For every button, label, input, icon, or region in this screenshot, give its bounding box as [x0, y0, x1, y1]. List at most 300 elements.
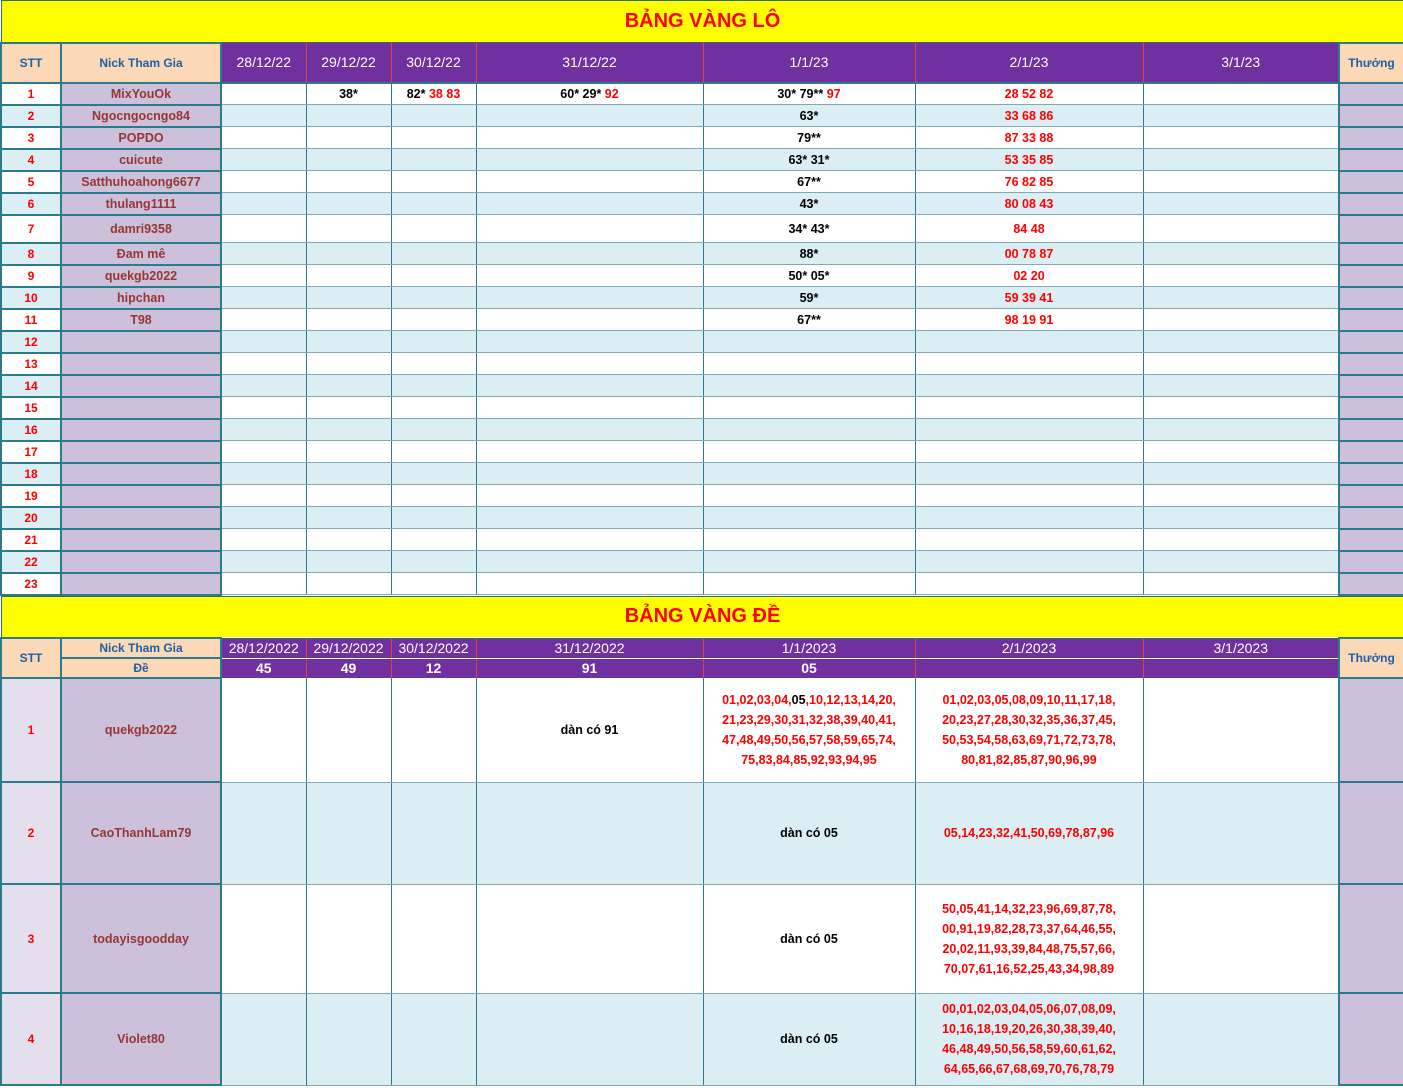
lo-thuong-cell [1339, 573, 1403, 595]
de-header-date: 3/1/2023 [1143, 638, 1339, 658]
lo-table-row [1, 127, 1403, 149]
de-data-cell [221, 678, 306, 782]
lo-data-cell [306, 419, 391, 441]
de-data-cell [915, 678, 1143, 782]
lo-nick-cell [61, 463, 221, 485]
de-data-cell: dàn có 05 [703, 884, 915, 993]
lo-data-cell [1143, 463, 1339, 485]
de-nick-cell: CaoThanhLam79 [61, 782, 221, 884]
lo-data-cell [221, 331, 306, 353]
lo-data-cell [703, 551, 915, 573]
lo-data-cell: 76 82 85 [915, 171, 1143, 193]
lo-data-cell [703, 105, 915, 127]
lo-data-cell [476, 265, 703, 287]
lo-data-cell [221, 149, 306, 171]
lo-header-row [1, 43, 1403, 83]
lo-table-row [1, 83, 1403, 105]
lo-data-cell [306, 331, 391, 353]
lo-nick-cell [61, 507, 221, 529]
lo-data-cell [476, 127, 703, 149]
de-data-cell [476, 884, 703, 993]
de-header-date: 31/12/2022 [476, 638, 703, 658]
lo-nick-cell: Ngocngocngo84 [61, 105, 221, 127]
lo-data-cell [1143, 529, 1339, 551]
lo-body [1, 83, 1403, 595]
de-stt-cell: 4 [1, 993, 61, 1085]
lo-stt-cell: 22 [1, 551, 61, 573]
lo-data-cell: 38* [306, 83, 391, 105]
lo-data-cell [1143, 551, 1339, 573]
lo-data-cell [915, 397, 1143, 419]
lo-data-cell: 87 33 88 [915, 127, 1143, 149]
lo-data-cell: 80 08 43 [915, 193, 1143, 215]
lo-nick-cell [61, 375, 221, 397]
de-table-row [1, 678, 1403, 782]
lo-data-cell [476, 485, 703, 507]
lo-stt-cell: 14 [1, 375, 61, 397]
lo-nick-cell: damri9358 [61, 215, 221, 243]
lo-data-cell: 00 78 87 [915, 243, 1143, 265]
lo-data-cell [391, 171, 476, 193]
de-data-cell [391, 678, 476, 782]
lo-nick-cell [61, 397, 221, 419]
lo-data-cell [703, 83, 915, 105]
lo-data-cell [391, 309, 476, 331]
lo-table-row [1, 265, 1403, 287]
lo-pick-text: 59* [799, 290, 819, 305]
lo-data-cell [703, 573, 915, 595]
lo-data-cell [915, 507, 1143, 529]
lo-data-cell [1143, 397, 1339, 419]
lo-hit-text: 38 83 [428, 86, 461, 101]
lo-header-nick: Nick Tham Gia [61, 43, 221, 83]
lo-nick-cell [61, 573, 221, 595]
lo-data-cell [221, 573, 306, 595]
lo-data-cell [306, 309, 391, 331]
lo-data-cell [915, 331, 1143, 353]
lo-data-cell [703, 441, 915, 463]
lo-table-row [1, 397, 1403, 419]
lo-data-cell [703, 127, 915, 149]
lo-table-row [1, 193, 1403, 215]
lo-data-cell [476, 287, 703, 309]
lo-table-row [1, 551, 1403, 573]
lo-data-cell [306, 287, 391, 309]
lo-data-cell [703, 375, 915, 397]
de-header-date: 29/12/2022 [306, 638, 391, 658]
de-header-date: 1/1/2023 [703, 638, 915, 658]
lo-nick-cell [61, 441, 221, 463]
de-header-date: 30/12/2022 [391, 638, 476, 658]
de-data-cell [306, 993, 391, 1085]
lo-data-cell [391, 149, 476, 171]
de-number-line: 01,02,03,05,08,09,10,11,17,18, [942, 692, 1116, 707]
de-data-cell [306, 884, 391, 993]
lo-data-cell [1143, 507, 1339, 529]
lo-data-cell: 02 20 [915, 265, 1143, 287]
de-data-cell [221, 884, 306, 993]
de-stt-cell: 3 [1, 884, 61, 993]
lo-data-cell [391, 215, 476, 243]
lo-data-cell [476, 105, 703, 127]
lo-data-cell [391, 243, 476, 265]
lo-nick-cell: quekgb2022 [61, 265, 221, 287]
lo-data-cell [476, 243, 703, 265]
lo-data-cell: 28 52 82 [915, 83, 1143, 105]
de-data-cell: dàn có 05 [703, 782, 915, 884]
lo-data-cell [391, 375, 476, 397]
lo-data-cell [306, 375, 391, 397]
de-nick-cell: Violet80 [61, 993, 221, 1085]
lo-thuong-cell [1339, 265, 1403, 287]
lo-pick-text: 63* [799, 108, 819, 123]
de-stt-cell: 1 [1, 678, 61, 782]
lo-thuong-cell [1339, 529, 1403, 551]
lo-data-cell [391, 193, 476, 215]
lo-data-cell [703, 419, 915, 441]
lo-header-date: 30/12/22 [391, 43, 476, 83]
lo-stt-cell: 10 [1, 287, 61, 309]
lo-pick-text: 67** [797, 174, 821, 189]
de-header-date: 28/12/2022 [221, 638, 306, 658]
lo-data-cell [221, 287, 306, 309]
lo-data-cell [1143, 127, 1339, 149]
lo-thuong-cell [1339, 171, 1403, 193]
lo-table-row [1, 243, 1403, 265]
de-header-date: 2/1/2023 [915, 638, 1143, 658]
lo-thuong-cell [1339, 441, 1403, 463]
lo-data-cell [703, 397, 915, 419]
lo-data-cell [476, 441, 703, 463]
lo-data-cell [306, 193, 391, 215]
lo-thuong-cell [1339, 83, 1403, 105]
lo-stt-cell: 9 [1, 265, 61, 287]
de-number-line: 50,53,54,58,63,69,71,72,73,78, [942, 732, 1116, 747]
de-data-cell [1143, 993, 1339, 1085]
lo-data-cell [1143, 215, 1339, 243]
lo-data-cell [703, 171, 915, 193]
lo-data-cell [306, 243, 391, 265]
lo-stt-cell: 6 [1, 193, 61, 215]
lo-data-cell: 98 19 91 [915, 309, 1143, 331]
lo-data-cell [391, 127, 476, 149]
de-data-cell [1143, 884, 1339, 993]
lo-table-row [1, 573, 1403, 595]
lo-thuong-cell [1339, 463, 1403, 485]
lo-stt-cell: 2 [1, 105, 61, 127]
lo-nick-cell [61, 419, 221, 441]
lo-data-cell [391, 287, 476, 309]
lo-table-row [1, 507, 1403, 529]
lo-data-cell [221, 551, 306, 573]
lo-data-cell [476, 573, 703, 595]
lo-stt-cell: 8 [1, 243, 61, 265]
lo-table-row [1, 171, 1403, 193]
de-data-cell [703, 678, 915, 782]
lo-data-cell: 33 68 86 [915, 105, 1143, 127]
lo-thuong-cell [1339, 485, 1403, 507]
de-number-text: 01,02,03,04, [722, 692, 792, 707]
lo-data-cell [221, 215, 306, 243]
lo-nick-cell: POPDO [61, 127, 221, 149]
de-header-de-label: Đề [61, 658, 221, 678]
lo-nick-cell: T98 [61, 309, 221, 331]
lo-hit-text: 92 [604, 86, 619, 101]
de-header-row [1, 638, 1403, 658]
de-thuong-cell [1339, 678, 1403, 782]
lo-data-cell [476, 397, 703, 419]
de-result-row [1, 658, 1403, 678]
lo-data-cell [306, 463, 391, 485]
lo-data-cell [1143, 353, 1339, 375]
lo-header-date: 31/12/22 [476, 43, 703, 83]
lo-thuong-cell [1339, 243, 1403, 265]
lo-data-cell [1143, 83, 1339, 105]
lo-data-cell [306, 551, 391, 573]
de-number-line: 47,48,49,50,56,57,58,59,65,74, [722, 732, 896, 747]
lo-thuong-cell [1339, 149, 1403, 171]
de-number-line: 46,48,49,50,56,58,59,60,61,62, [942, 1042, 1116, 1056]
de-data-cell [221, 782, 306, 884]
lo-thuong-cell [1339, 215, 1403, 243]
de-data-cell [306, 678, 391, 782]
lo-stt-cell: 3 [1, 127, 61, 149]
lo-data-cell [703, 353, 915, 375]
de-table-row [1, 884, 1403, 993]
lo-nick-cell [61, 353, 221, 375]
lo-data-cell [306, 507, 391, 529]
de-data-cell [1143, 678, 1339, 782]
de-thuong-cell [1339, 884, 1403, 993]
lo-header-stt: STT [1, 43, 61, 83]
de-data-cell [391, 884, 476, 993]
lo-data-cell [391, 463, 476, 485]
de-result [915, 658, 1143, 678]
de-header-stt: STT [1, 638, 61, 678]
de-result: 05 [703, 658, 915, 678]
de-nick-cell: todayisgoodday [61, 884, 221, 993]
lo-table-row [1, 529, 1403, 551]
de-number-line: 50,05,41,14,32,23,96,69,87,78, [942, 901, 1116, 916]
lo-stt-cell: 13 [1, 353, 61, 375]
lo-header-date: 2/1/23 [915, 43, 1143, 83]
lo-data-cell [476, 419, 703, 441]
lo-data-cell [476, 331, 703, 353]
lo-header-thuong: Thưởng [1339, 43, 1403, 83]
lo-data-cell [391, 485, 476, 507]
lo-pick-text: 30* 79** [777, 86, 824, 101]
lo-table-row [1, 441, 1403, 463]
lo-stt-cell: 11 [1, 309, 61, 331]
lo-stt-cell: 20 [1, 507, 61, 529]
lo-data-cell [703, 529, 915, 551]
lo-stt-cell: 19 [1, 485, 61, 507]
de-number-line: 05,14,23,32,41,50,69,78,87,96 [943, 826, 1115, 840]
de-number-line: 00,01,02,03,04,05,06,07,08,09, [942, 1002, 1116, 1016]
de-result: 49 [306, 658, 391, 678]
de-number-text: ,10,12,13,14,20, [805, 692, 896, 707]
lo-table-row [1, 105, 1403, 127]
lo-header-date: 29/12/22 [306, 43, 391, 83]
lo-data-cell [221, 243, 306, 265]
de-data-cell [476, 782, 703, 884]
de-header-nick: Nick Tham Gia [61, 638, 221, 658]
lo-nick-cell: cuicute [61, 149, 221, 171]
lo-data-cell [476, 353, 703, 375]
lo-thuong-cell [1339, 397, 1403, 419]
lo-title: BẢNG VÀNG LÔ [1, 1, 1403, 43]
lo-data-cell [476, 309, 703, 331]
lo-data-cell [306, 441, 391, 463]
lo-pick-text: 67** [797, 312, 821, 327]
lo-data-cell [1143, 171, 1339, 193]
lo-table-row [1, 419, 1403, 441]
de-data-cell [476, 993, 703, 1085]
lo-pick-text: 79** [797, 130, 821, 145]
de-table-row [1, 993, 1403, 1085]
lo-data-cell [391, 331, 476, 353]
de-data-cell [306, 782, 391, 884]
de-number-line: 80,81,82,85,87,90,96,99 [961, 752, 1097, 767]
de-number-line: 20,23,27,28,30,32,35,36,37,45, [942, 712, 1116, 727]
lo-data-cell [703, 309, 915, 331]
lo-data-cell [1143, 105, 1339, 127]
lo-table-row [1, 331, 1403, 353]
lo-data-cell: 53 35 85 [915, 149, 1143, 171]
lo-nick-cell [61, 331, 221, 353]
bang-vang-de [0, 596, 1403, 1087]
lo-data-cell [391, 419, 476, 441]
lo-data-cell [221, 353, 306, 375]
lo-data-cell [306, 127, 391, 149]
lo-nick-cell: Đam mê [61, 243, 221, 265]
de-result: 45 [221, 658, 306, 678]
lo-data-cell [476, 149, 703, 171]
de-result: 12 [391, 658, 476, 678]
lo-data-cell [1143, 331, 1339, 353]
lo-nick-cell: hipchan [61, 287, 221, 309]
lo-data-cell [391, 529, 476, 551]
lo-data-cell [703, 193, 915, 215]
de-number-line: 21,23,29,30,31,32,38,39,40,41, [722, 712, 896, 727]
lo-stt-cell: 4 [1, 149, 61, 171]
lo-data-cell [703, 463, 915, 485]
lo-data-cell [915, 463, 1143, 485]
lo-pick-text: 88* [799, 246, 819, 261]
lo-header-date: 3/1/23 [1143, 43, 1339, 83]
lo-data-cell [306, 149, 391, 171]
lo-data-cell [1143, 309, 1339, 331]
lo-data-cell [1143, 441, 1339, 463]
lo-data-cell [221, 529, 306, 551]
de-data-cell [915, 782, 1143, 884]
lo-thuong-cell [1339, 353, 1403, 375]
lo-data-cell [1143, 149, 1339, 171]
de-number-line: 20,02,11,93,39,84,48,75,57,66, [942, 941, 1116, 956]
lo-data-cell [915, 375, 1143, 397]
lo-data-cell [1143, 243, 1339, 265]
de-number-line: 75,83,84,85,92,93,94,95 [741, 752, 877, 767]
lo-data-cell [703, 331, 915, 353]
de-result: 91 [476, 658, 703, 678]
lo-data-cell [703, 215, 915, 243]
de-result [1143, 658, 1339, 678]
lo-data-cell [221, 441, 306, 463]
lo-data-cell [476, 171, 703, 193]
de-thuong-cell [1339, 993, 1403, 1085]
lo-data-cell [1143, 265, 1339, 287]
lo-thuong-cell [1339, 309, 1403, 331]
lo-pick-text: 50* 05* [788, 268, 830, 283]
lo-data-cell [306, 573, 391, 595]
lo-data-cell [391, 353, 476, 375]
lo-stt-cell: 15 [1, 397, 61, 419]
lo-stt-cell: 21 [1, 529, 61, 551]
lo-data-cell [476, 375, 703, 397]
lo-stt-cell: 5 [1, 171, 61, 193]
de-body [1, 678, 1403, 1085]
lo-data-cell [1143, 419, 1339, 441]
lo-data-cell: 84 48 [915, 215, 1143, 243]
de-data-cell [915, 884, 1143, 993]
lo-table-row [1, 353, 1403, 375]
lo-data-cell [915, 573, 1143, 595]
lo-data-cell [915, 441, 1143, 463]
lo-data-cell [476, 529, 703, 551]
lo-data-cell [221, 507, 306, 529]
lo-data-cell [476, 215, 703, 243]
lo-data-cell [391, 573, 476, 595]
lo-data-cell [306, 215, 391, 243]
lo-data-cell [915, 419, 1143, 441]
lo-data-cell [1143, 375, 1339, 397]
lo-data-cell [915, 353, 1143, 375]
lo-pick-text: 34* 43* [788, 221, 830, 236]
de-header-thuong: Thưởng [1339, 638, 1403, 678]
lo-data-cell [703, 507, 915, 529]
lo-data-cell [391, 105, 476, 127]
lo-data-cell [391, 507, 476, 529]
lo-data-cell [221, 105, 306, 127]
lo-data-cell [306, 265, 391, 287]
de-data-cell: dàn có 91 [476, 678, 703, 782]
lo-data-cell [1143, 485, 1339, 507]
de-thuong-cell [1339, 782, 1403, 884]
de-data-cell [221, 993, 306, 1085]
lo-data-cell [221, 193, 306, 215]
de-number-line: 10,16,18,19,20,26,30,38,39,40, [942, 1022, 1116, 1036]
lo-data-cell [306, 353, 391, 375]
lo-data-cell [476, 83, 703, 105]
de-number-line: 70,07,61,16,52,25,43,34,98,89 [943, 961, 1115, 976]
lo-data-cell [221, 171, 306, 193]
lo-thuong-cell [1339, 287, 1403, 309]
lo-thuong-cell [1339, 375, 1403, 397]
lo-header-date: 28/12/22 [221, 43, 306, 83]
lo-thuong-cell [1339, 551, 1403, 573]
lo-data-cell [306, 529, 391, 551]
lo-pick-text: 82* [406, 86, 426, 101]
de-stt-cell: 2 [1, 782, 61, 884]
lo-data-cell [306, 105, 391, 127]
lo-pick-text: 63* 31* [788, 152, 830, 167]
lo-data-cell [306, 485, 391, 507]
lo-data-cell [703, 243, 915, 265]
lo-data-cell [915, 551, 1143, 573]
lo-data-cell [221, 265, 306, 287]
lo-data-cell [391, 441, 476, 463]
lo-data-cell [306, 397, 391, 419]
